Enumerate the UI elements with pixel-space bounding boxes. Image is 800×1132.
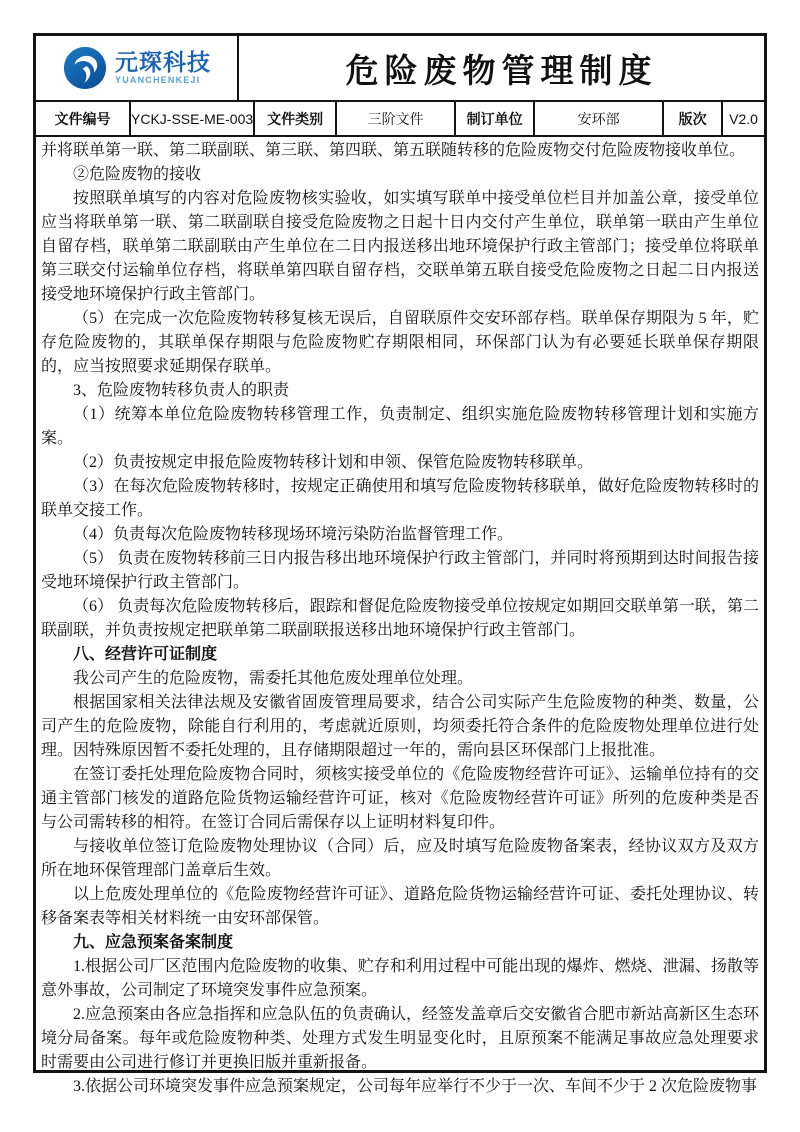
- paragraph: 与接收单位签订危险废物处理协议（合同）后，应及时填写危险废物备案表，经协议双方及双方所在地环保管理部门盖章后生效。: [41, 838, 759, 879]
- doc-category-label: 文件类别: [255, 102, 337, 135]
- paragraph: （3）在每次危险废物转移时，按规定正确使用和填写危险废物转移联单，做好危险废物转移时的联单交接工作。: [41, 478, 759, 519]
- doc-version-label: 版次: [664, 102, 723, 135]
- paragraph: ②危险废物的接收: [73, 166, 202, 183]
- paragraph: （5）在完成一次危险废物转移复核无误后，自留联原件交安环部存档。联单保存期限为 5 年，贮存危险废物的，其联单保存期限与危险废物贮存期限相同，环保部门认为有必要延长联单保存期限的，应当按照要求延期保存联单。: [41, 310, 759, 375]
- paragraph: （5） 负责在废物转移前三日内报告移出地环境保护行政主管部门，并同时将预期到达时间报告接受地环境保护行政主管部门。: [41, 550, 759, 591]
- paragraph: 在签订委托处理危险废物合同时，须核实接受单位的《危险废物经营许可证》、运输单位持有的交通主管部门核发的道路危险货物运输经营许可证，核对《危险废物经营许可证》所列的危废种类是否与公司需转移的相符。在签订合同后需保存以上证明材料复印件。: [41, 766, 759, 831]
- section-heading: 八、经营许可证制度: [73, 646, 218, 663]
- document-body: [36, 137, 764, 1099]
- company-name-en: YUANCHENKEJI: [115, 75, 201, 85]
- paragraph: 3.依据公司环境突发事件应急预案规定，公司每年应举行不少于一次、车间不少于 2 次危险废物事: [73, 1078, 758, 1095]
- doc-version-value: V2.0: [729, 110, 758, 127]
- doc-issuer-value: 安环部: [535, 102, 664, 135]
- paragraph: （4）负责每次危险废物转移现场环境污染防治监督管理工作。: [73, 526, 514, 543]
- paragraph: 我公司产生的危险废物，需委托其他危废处理单位处理。: [73, 670, 474, 687]
- paragraph: 1.根据公司厂区范围内危险废物的收集、贮存和利用过程中可能出现的爆炸、燃烧、泄漏、扬散等意外事故，公司制定了环境突发事件应急预案。: [41, 958, 759, 999]
- doc-category-value: 三阶文件: [337, 102, 456, 135]
- doc-number-label: 文件编号: [36, 102, 131, 135]
- section-heading: 九、应急预案备案制度: [73, 934, 234, 951]
- paragraph: （6） 负责每次危险废物转移后，跟踪和督促危险废物接受单位按规定如期回交联单第一联，第二联副联，并负责按规定把联单第二联副联报送移出地环境保护行政主管部门。: [41, 598, 759, 639]
- document-header: [36, 36, 764, 102]
- document-title: 危险废物管理制度: [345, 53, 658, 90]
- document-frame: [33, 33, 767, 1095]
- company-name: 元琛科技: [115, 49, 211, 75]
- paragraph: 2.应急预案由各应急指挥和应急队伍的负责确认，经签发盖章后交安徽省合肥市新站高新区生态环境分局备案。每年或危险废物种类、处理方式发生明显变化时，且原预案不能满足事故应急处理要求时需要由公司进行修订并更换旧版并重新报备。: [41, 1006, 759, 1071]
- paragraph: （1）统筹本单位危险废物转移管理工作，负责制定、组织实施危险废物转移管理计划和实施方案。: [41, 406, 759, 447]
- paragraph: 3、危险废物转移负责人的职责: [73, 382, 290, 399]
- paragraph: 以上危废处理单位的《危险废物经营许可证》、道路危险货物运输经营许可证、委托处理协议、转移备案表等相关材料统一由安环部保管。: [41, 886, 759, 927]
- doc-number-value: YCKJ-SSE-ME-003: [131, 102, 255, 135]
- paragraph: （2）负责按规定申报危险废物转移计划和申领、保管危险废物转移联单。: [73, 454, 594, 471]
- company-logo-icon: [62, 45, 108, 91]
- document-meta-row: [36, 102, 764, 137]
- title-cell: [239, 36, 764, 100]
- company-name-block: [115, 51, 211, 85]
- paragraph: 并将联单第一联、第二联副联、第三联、第四联、第五联随转移的危险废物交付危险废物接收单位。: [41, 142, 746, 159]
- company-logo: [36, 36, 239, 100]
- doc-issuer-label: 制订单位: [456, 102, 535, 135]
- paragraph: 按照联单填写的内容对危险废物核实验收，如实填写联单中接受单位栏目并加盖公章，接受单位应当将联单第一联、第二联副联自接受危险废物之日起十日内交付产生单位，联单第一联由产生单位自留存档，联单第二联副联由产生单位在二日内报送移出地环境保护行政主管部门；接受单位将联单第三联交付运输单位存档，将联单第四联自留存档，交联单第五联自接受危险废物之日起二日内报送接受地环境保护行政主管部门。: [41, 190, 759, 303]
- paragraph: 根据国家相关法律法规及安徽省固废管理局要求，结合公司实际产生危险废物的种类、数量，公司产生的危险废物，除能自行利用的，考虑就近原则，均须委托符合条件的危险废物处理单位进行处理。因特殊原因暂不委托处理的，且存储期限超过一年的，需向县区环保部门上报批准。: [41, 694, 759, 759]
